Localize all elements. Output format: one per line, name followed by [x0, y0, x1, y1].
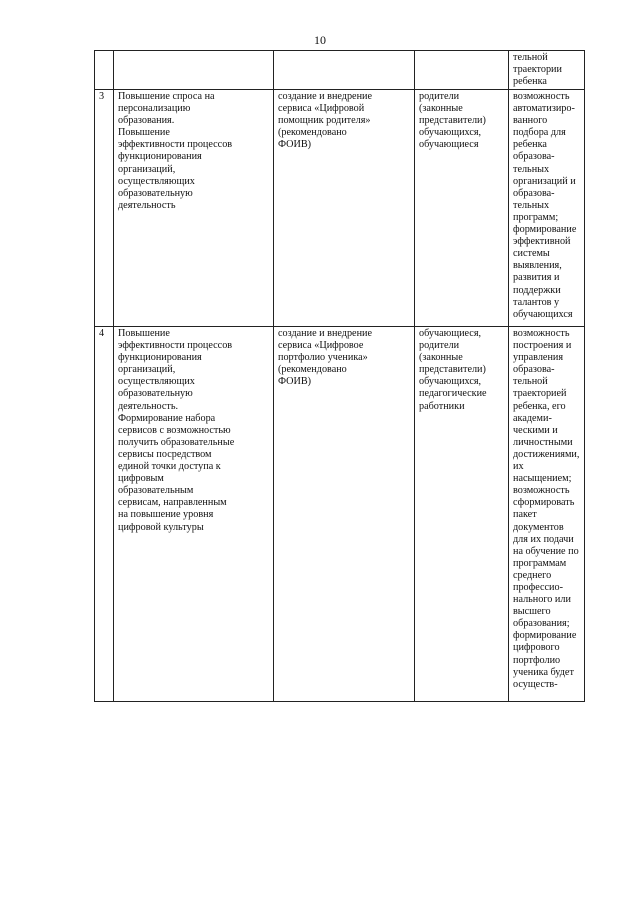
measure-line: (рекомендовано [278, 364, 347, 376]
cell-task-continuation [114, 51, 274, 90]
result-line: построения и [513, 340, 572, 352]
row-number: 3 [95, 90, 114, 327]
result-line: профессио- [513, 581, 563, 593]
task-line: цифровой культуры [118, 521, 204, 533]
table-row [95, 327, 585, 702]
table-row [95, 90, 585, 327]
result-line: тельных [513, 163, 550, 175]
task-line: Повышение спроса на [118, 91, 215, 102]
task-line: осуществляющих [118, 175, 195, 187]
users-line: обучающиеся, [419, 328, 482, 339]
users-line: родители [419, 340, 460, 352]
result-line: формирование [513, 224, 577, 236]
result-line: цифрового [513, 642, 560, 654]
result-line: ребенка, его [513, 400, 566, 412]
result-line: образова- [513, 151, 555, 163]
task-line: образования. [118, 115, 175, 127]
cell-task [114, 327, 274, 702]
result-line: пакет [513, 509, 537, 521]
result-line: траекторией [513, 388, 567, 400]
measure-line: создание и внедрение [278, 91, 373, 102]
result-line: развития и [513, 272, 560, 284]
task-line: функционирования [118, 352, 202, 364]
cell-measure [274, 90, 415, 327]
result-line: насыщением; [513, 473, 572, 485]
result-line: управления [513, 352, 564, 364]
result-line: образования; [513, 618, 570, 630]
result-line: возможность [513, 485, 570, 497]
result-line: ребенка [513, 76, 547, 88]
result-line: высшего [513, 606, 551, 618]
result-line: ческими и [513, 424, 558, 436]
task-line: получить образовательные [118, 436, 235, 448]
cell-task [114, 90, 274, 327]
result-line: возможность [513, 328, 570, 339]
result-line: эффективной [513, 236, 571, 248]
result-line: образова- [513, 187, 555, 199]
task-line: персонализацию [118, 103, 191, 115]
measure-line: портфолио ученика» [278, 352, 368, 364]
result-line: образова- [513, 364, 555, 376]
result-line: системы [513, 248, 550, 260]
users-line: родители [419, 91, 460, 102]
users-line: (законные [419, 352, 463, 364]
result-line: ребенка [513, 139, 547, 151]
users-line: представители) [419, 115, 486, 127]
cell-users-continuation [415, 51, 509, 90]
task-line: единой точки доступа к [118, 461, 221, 473]
measure-line: (рекомендовано [278, 127, 347, 139]
measure-line: сервиса «Цифровой [278, 103, 365, 115]
result-line: автоматизиро- [513, 103, 575, 115]
result-line: нального или [513, 594, 571, 606]
result-line: личностными [513, 436, 573, 448]
task-line: Повышение [118, 328, 170, 339]
task-line: эффективности процессов [118, 340, 233, 352]
result-line: ванного [513, 115, 548, 127]
cell-users [415, 90, 509, 327]
result-line: достижениями, [513, 448, 580, 460]
task-line: осуществляющих [118, 376, 195, 388]
task-line: Повышение [118, 127, 170, 139]
result-line: тельной [513, 376, 548, 388]
task-line: деятельность [118, 199, 176, 211]
result-line: на обучение по [513, 545, 579, 557]
users-line: представители) [419, 364, 486, 376]
result-line: тельных [513, 199, 550, 211]
cell-measure-continuation [274, 51, 415, 90]
users-line: обучающихся, [419, 127, 482, 139]
users-line: (законные [419, 103, 463, 115]
measure-line: ФОИВ) [278, 376, 312, 388]
task-line: образовательным [118, 485, 194, 497]
task-line: на повышение уровня [118, 509, 214, 521]
task-line: образовательную [118, 388, 193, 400]
result-line: организаций и [513, 175, 576, 187]
cell-result [509, 327, 585, 702]
result-line: траектории [513, 64, 562, 76]
users-line: работники [419, 400, 465, 412]
result-line: программ; [513, 211, 559, 223]
cell-result-continuation [509, 51, 585, 90]
result-line: документов [513, 521, 564, 533]
result-line: среднего [513, 569, 552, 581]
task-line: сервисам, направленным [118, 497, 227, 509]
cell-users [415, 327, 509, 702]
task-line: цифровым [118, 473, 164, 485]
cell-measure [274, 327, 415, 702]
task-line: деятельность. [118, 400, 179, 412]
result-line: программам [513, 557, 567, 569]
task-line: эффективности процессов [118, 139, 233, 151]
users-line: обучающихся, [419, 376, 482, 388]
result-line: тельной [513, 52, 548, 63]
task-line: образовательную [118, 187, 193, 199]
result-line: обучающихся [513, 308, 573, 320]
result-line: выявления, [513, 260, 562, 272]
result-line: осуществ- [513, 678, 558, 690]
result-line: формирование [513, 630, 577, 642]
result-line: для их подачи [513, 533, 574, 545]
result-line: портфолио [513, 654, 561, 666]
measure-line: ФОИВ) [278, 139, 312, 151]
task-line: организаций, [118, 163, 176, 175]
users-line: педагогические [419, 388, 487, 400]
table-row-continuation [95, 51, 585, 90]
result-line: поддержки [513, 284, 561, 296]
result-line: талантов у [513, 296, 560, 308]
measure-line: сервиса «Цифровое [278, 340, 364, 352]
result-line: академи- [513, 412, 552, 424]
result-line: сформировать [513, 497, 575, 509]
measure-line: создание и внедрение [278, 328, 373, 339]
cell-num-continuation [95, 51, 114, 90]
task-line: организаций, [118, 364, 176, 376]
result-line: подбора для [513, 127, 566, 139]
result-line: их [513, 461, 524, 473]
task-line: сервисы посредством [118, 448, 212, 460]
task-line: сервисов с возможностью [118, 424, 231, 436]
result-line: возможность [513, 91, 570, 102]
task-line: Формирование набора [118, 412, 216, 424]
measure-line: помощник родителя» [278, 115, 371, 127]
task-line: функционирования [118, 151, 202, 163]
measures-table [94, 50, 585, 702]
users-line: обучающиеся [419, 139, 479, 151]
cell-result [509, 90, 585, 327]
page-number: 10 [314, 33, 326, 47]
row-number: 4 [95, 327, 114, 702]
result-line: ученика будет [513, 666, 574, 678]
